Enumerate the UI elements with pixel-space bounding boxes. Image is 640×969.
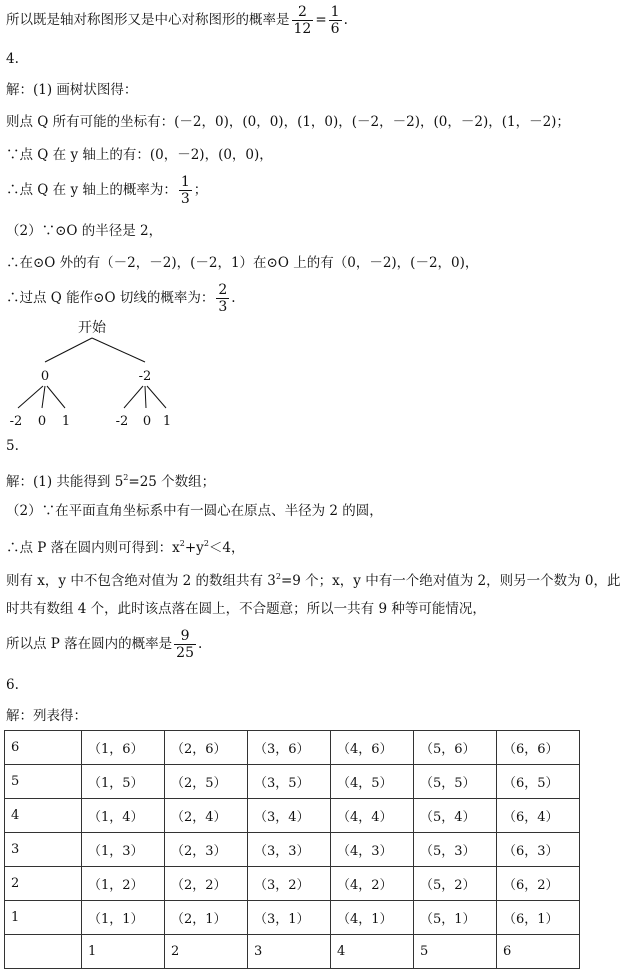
question-number-6: 6. [6,677,19,693]
table-cell: （6，4） [497,799,580,833]
text-line: （2）∵在平面直角坐标系中有一圆心在原点、半径为 2 的圆， [6,503,383,519]
text-line: 解：列表得： [6,708,87,724]
table-cell: （4，3） [331,833,414,867]
fraction-denominator: 6 [330,21,340,37]
question-number-4: 4. [6,51,19,67]
table-cell: （5，1） [414,901,497,935]
fraction-numerator: 2 [218,282,228,298]
table-cell: （2，1） [165,901,248,935]
text-line-prob-symmetric [6,4,348,37]
fraction [174,628,196,661]
question-number-5: 5. [6,438,19,454]
fraction-numerator: 9 [174,628,196,645]
outcome-table-body [5,731,580,969]
table-cell: （1，5） [82,765,165,799]
table-cell [5,935,82,969]
table-cell: （1，2） [82,867,165,901]
table-cell: 4 [5,799,82,833]
tree-node-level2: 1 [61,414,71,429]
table-cell: （1，6） [82,731,165,765]
text-line: ∴在⊙O 外的有（－2，－2)，(－2，1）在⊙O 上的有（0，－2)，(－2，0)， [6,255,479,271]
text-segment: =9 个；x，y 中有一个绝对值为 2，则另一个数为 0，此 [280,573,621,589]
tree-root-label: 开始 [78,319,106,335]
fraction-numerator: 2 [292,4,314,21]
text-segment: +y [184,540,204,556]
text-segment: ∴点 Q 在 y 轴上的概率为： [6,182,177,198]
table-cell: （5，3） [414,833,497,867]
text-line-prob-inside-circle [6,628,202,661]
table-cell: （2，2） [165,867,248,901]
fraction [179,174,192,207]
table-cell: 4 [331,935,414,969]
tree-node-level2: -2 [9,414,23,429]
superscript: 2 [123,473,129,482]
tree-node-level2: 1 [162,414,172,429]
text-segment: 则有 x，y 中不包含绝对值为 2 的数组共有 3 [6,573,276,589]
table-cell: （2，3） [165,833,248,867]
fraction [292,4,314,37]
table-cell: 3 [248,935,331,969]
fraction-numerator: 1 [330,4,340,20]
text-segment: 所以既是轴对称图形又是中心对称图形的概率是 [6,12,290,28]
text-segment: ； [193,182,208,198]
text-segment: . [231,290,236,306]
table-cell: 1 [82,935,165,969]
table-cell: 6 [5,731,82,765]
text-segment: . [198,636,203,652]
text-line [6,469,215,491]
text-line: （2）∵⊙O 的半径是 2， [6,223,163,239]
text-line: 则点 Q 所有可能的坐标有：(－2，0)，(0，0)，(1，0)，(－2，－2)，(0，－2)，(1，－2)； [6,114,570,130]
tree-node-level2: -2 [115,414,129,429]
fraction-denominator: 12 [293,21,312,37]
table-cell: 2 [5,867,82,901]
table-cell: （3，3） [248,833,331,867]
text-segment: =25 个数组； [128,474,216,490]
text-line-prob-tangent [6,282,236,315]
table-cell: （6，6） [497,731,580,765]
table-cell: （4，6） [331,731,414,765]
text-segment: ∴点 P 落在圆内则可得到：x [6,540,180,556]
table-cell: （5，5） [414,765,497,799]
table-cell: （3，6） [248,731,331,765]
outcome-table [4,730,580,969]
text-line: 解：(1) 画树状图得： [6,82,138,98]
equals-sign: = [315,12,327,28]
fraction-denominator: 3 [180,191,190,207]
table-cell: 3 [5,833,82,867]
table-cell: 5 [414,935,497,969]
table-cell: 6 [497,935,580,969]
table-row [5,833,580,867]
fraction-numerator: 1 [180,174,190,190]
text-line: ∵点 Q 在 y 轴上的有：(0，－2)，(0，0)， [6,147,273,163]
table-row [5,731,580,765]
text-segment: ∴过点 Q 能作⊙O 切线的概率为： [6,290,215,306]
tree-edge [124,386,143,408]
text-segment: 所以点 P 落在圆内的概率是 [6,636,173,652]
tree-edge [45,338,92,362]
table-cell: （3，4） [248,799,331,833]
superscript: 2 [275,572,281,581]
tree-node-level1: 0 [40,369,50,384]
tree-edge [47,386,65,408]
tree-node-level2: 0 [37,414,47,429]
table-row [5,799,580,833]
table-cell: （6，2） [497,867,580,901]
tree-edge [145,386,146,408]
table-cell: （3，2） [248,867,331,901]
table-row [5,765,580,799]
text-segment: ＜4， [208,540,245,556]
text-line-prob-y-axis [6,174,207,207]
fraction-denominator: 3 [218,299,228,315]
tree-node-level1: -2 [138,369,152,384]
tree-edge [42,386,45,408]
table-cell: （4，4） [331,799,414,833]
table-cell: （2，4） [165,799,248,833]
table-cell: （5，2） [414,867,497,901]
tree-edge [147,386,166,408]
table-cell: （3，5） [248,765,331,799]
table-row [5,901,580,935]
text-line [6,568,620,590]
table-cell: （3，1） [248,901,331,935]
table-cell: （1，3） [82,833,165,867]
superscript: 2 [179,539,185,548]
table-cell: 2 [165,935,248,969]
text-segment: 解：(1) 共能得到 5 [6,474,124,490]
table-cell: （5，6） [414,731,497,765]
table-cell: （4，1） [331,901,414,935]
tree-edge [92,338,145,362]
fraction-denominator: 25 [176,645,194,661]
text-segment: . [343,12,348,28]
superscript: 2 [203,539,209,548]
table-cell: （5，4） [414,799,497,833]
tree-diagram [0,318,200,433]
text-line: 时共有数组 4 个，此时该点落在圆上，不合题意；所以一共有 9 种等可能情况， [6,601,486,617]
tree-node-level2: 0 [142,414,152,429]
table-cell: （6，1） [497,901,580,935]
table-cell: （4，5） [331,765,414,799]
text-line [6,535,245,557]
tree-edge [18,386,43,408]
table-cell: 1 [5,901,82,935]
table-cell: （6，3） [497,833,580,867]
table-cell: （4，2） [331,867,414,901]
table-row [5,935,580,969]
table-cell: （1，4） [82,799,165,833]
table-cell: （1，1） [82,901,165,935]
table-row [5,867,580,901]
table-cell: 5 [5,765,82,799]
table-cell: （6，5） [497,765,580,799]
fraction [216,282,229,315]
table-cell: （2，5） [165,765,248,799]
table-cell: （2，6） [165,731,248,765]
fraction [329,4,342,37]
